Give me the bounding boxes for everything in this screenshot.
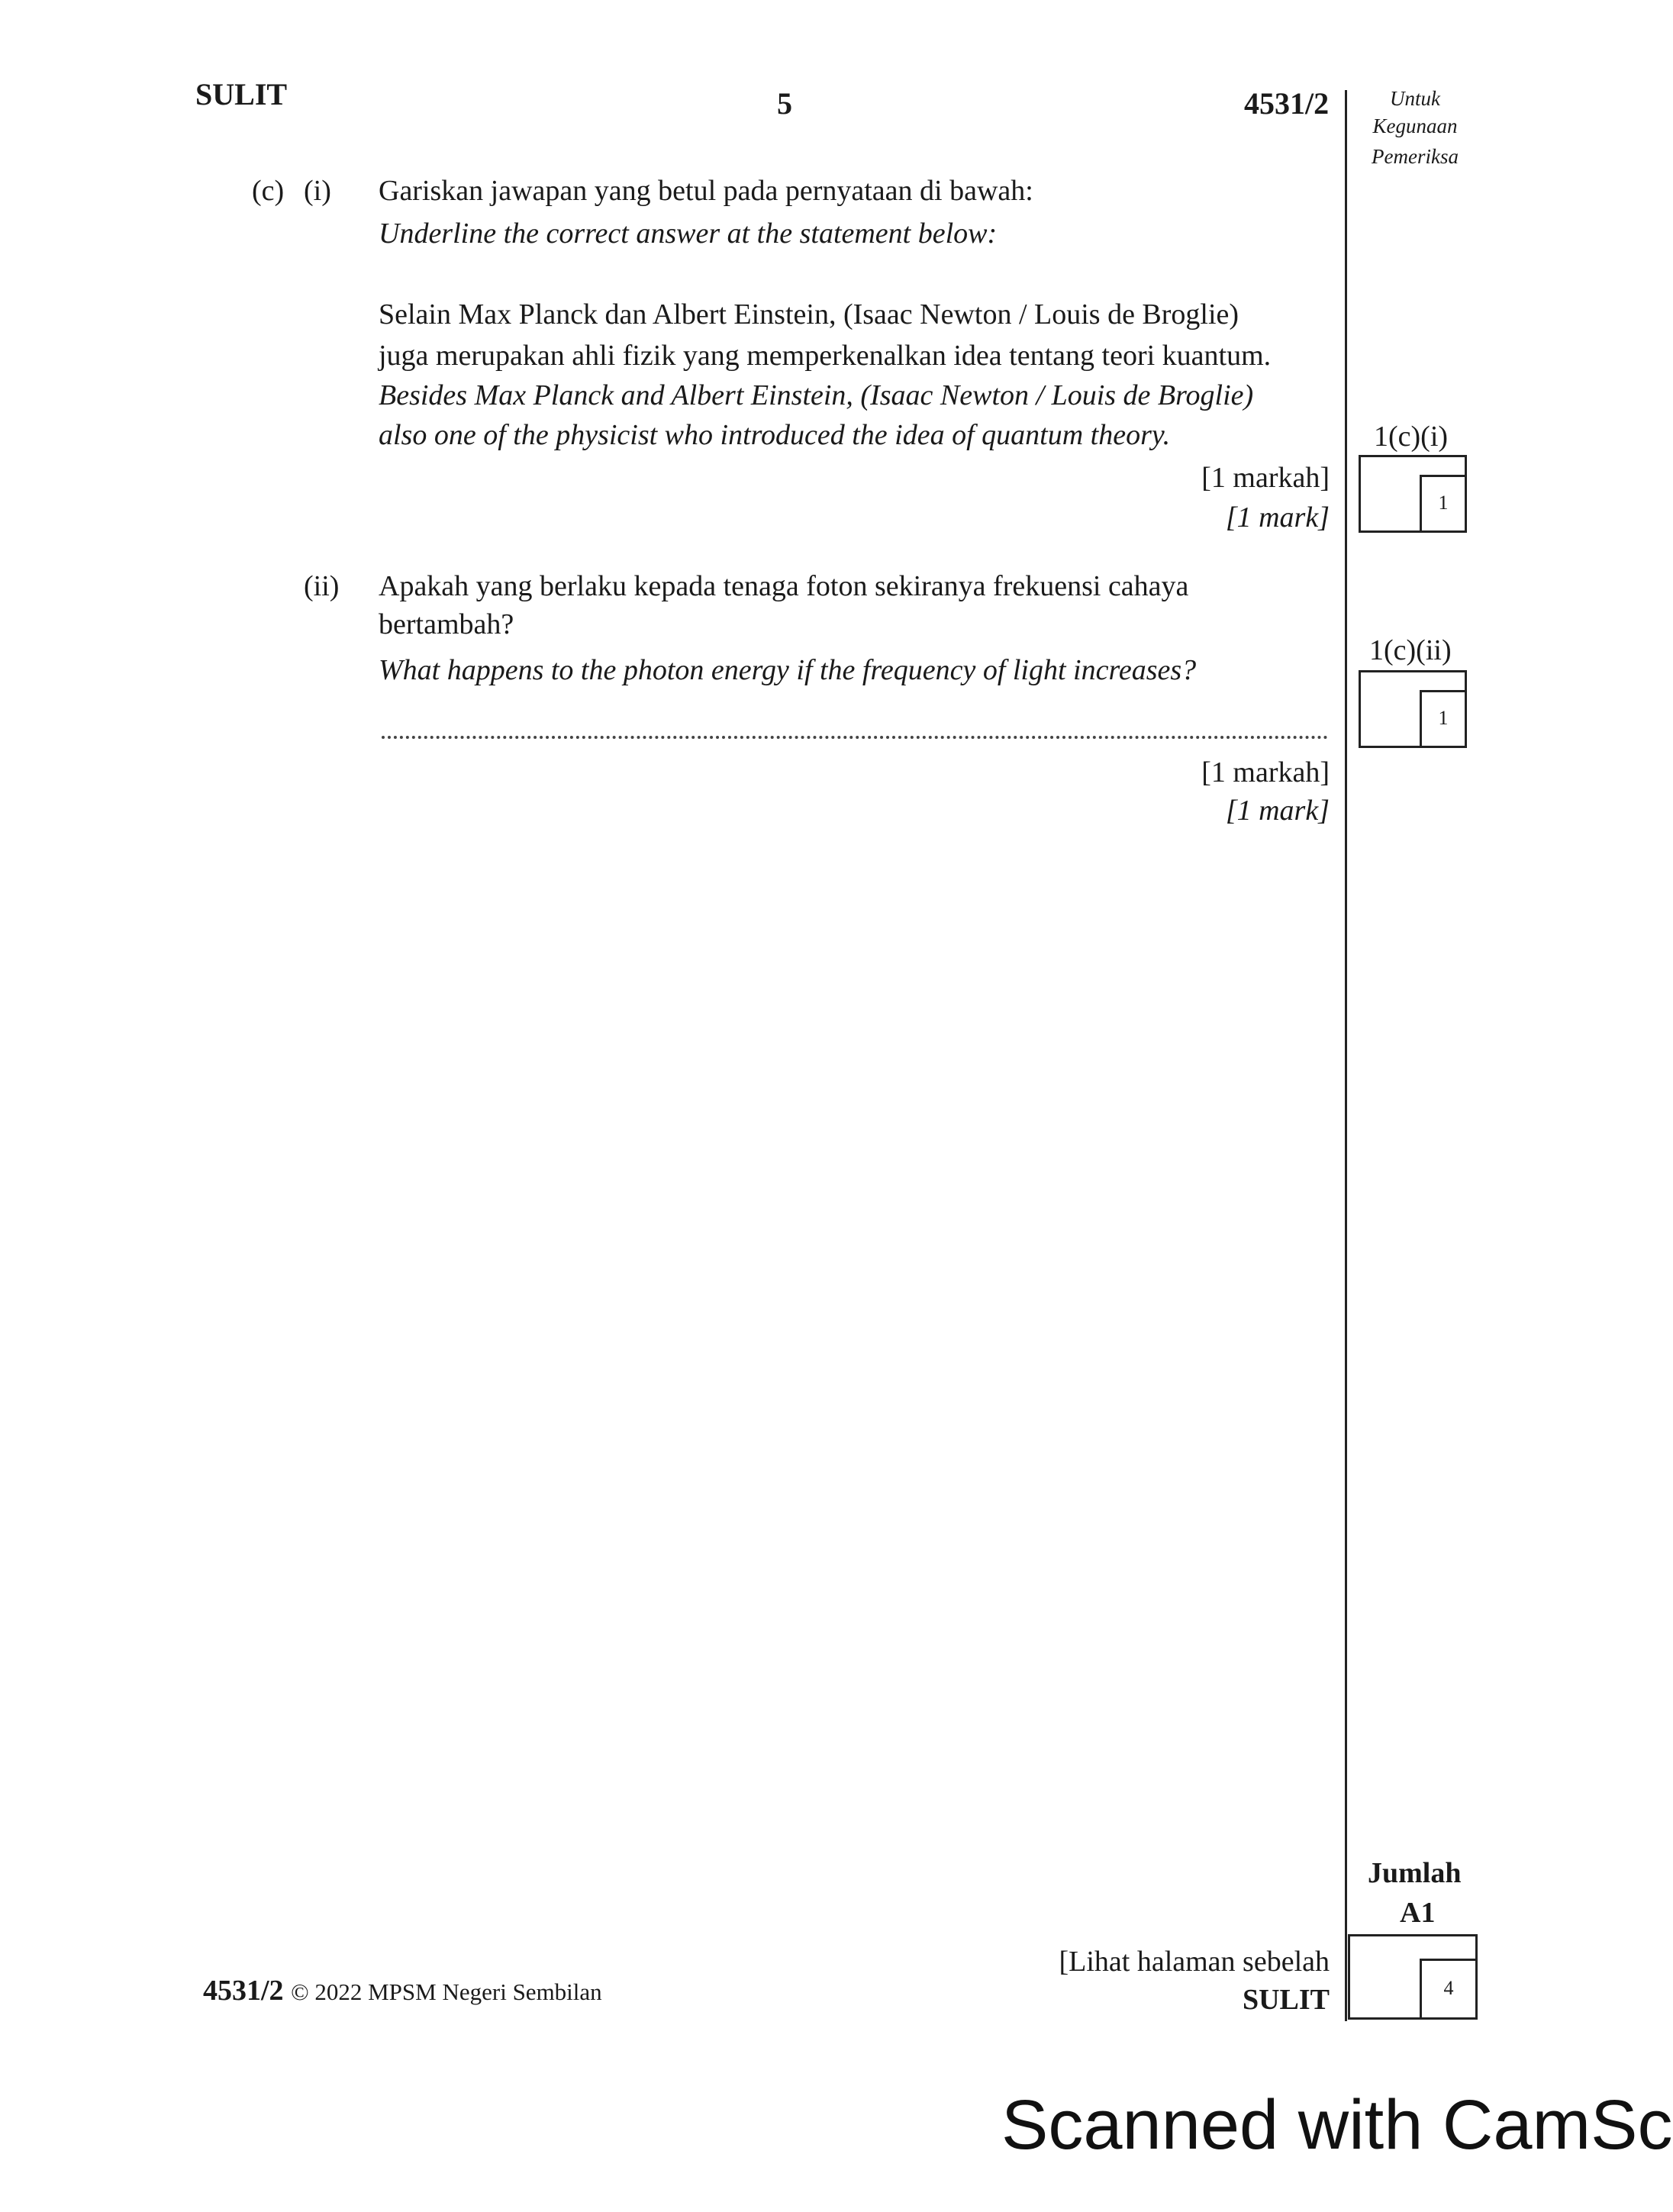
instruction-ms: Gariskan jawapan yang betul pada pernyataan di bawah: bbox=[379, 175, 1033, 207]
marks-ms-c-i: [1 markah] bbox=[1201, 462, 1330, 494]
footer-copyright-line bbox=[203, 1974, 602, 2007]
question-ms-line-2: bertambah? bbox=[379, 608, 514, 640]
scanner-watermark: Scanned with CamSc bbox=[1001, 2086, 1673, 2164]
question-c-i-label: (i) bbox=[304, 175, 331, 207]
statement-ms-line-1: Selain Max Planck dan Albert Einstein, (Isaac Newton / Louis de Broglie) bbox=[379, 298, 1239, 331]
total-section-label: A1 bbox=[1400, 1897, 1436, 1929]
header-sulit: SULIT bbox=[195, 77, 288, 111]
answer-line[interactable] bbox=[382, 736, 1328, 739]
page-number: 5 bbox=[777, 86, 792, 121]
footer-code: 4531/2 bbox=[203, 1975, 284, 2007]
header-code: 4531/2 bbox=[1244, 86, 1330, 121]
question-ms-line-1: Apakah yang berlaku kepada tenaga foton sekiranya frekuensi cahaya bbox=[379, 570, 1189, 602]
footer-copyright: © 2022 MPSM Negeri Sembilan bbox=[291, 1978, 602, 2005]
score-box-max-c-ii: 1 bbox=[1420, 690, 1467, 748]
marks-en-c-i: [1 mark] bbox=[1225, 501, 1330, 534]
examiner-use-title-1: Untuk bbox=[1390, 87, 1440, 110]
statement-en-line-2: also one of the physicist who introduced the idea of quantum theory. bbox=[379, 419, 1171, 451]
marks-en-c-ii: [1 mark] bbox=[1225, 795, 1330, 827]
question-part-label: (c) bbox=[252, 175, 285, 207]
statement-en-line-1: Besides Max Planck and Albert Einstein, (Isaac Newton / Louis de Broglie) bbox=[379, 379, 1254, 411]
score-box-label-c-i: 1(c)(i) bbox=[1374, 421, 1449, 453]
statement-ms-line-2: juga merupakan ahli fizik yang memperkenalkan idea tentang teori kuantum. bbox=[379, 340, 1272, 372]
instruction-en: Underline the correct answer at the statement below: bbox=[379, 218, 998, 250]
footer-sulit: SULIT bbox=[1242, 1984, 1330, 2016]
question-c-ii-label: (ii) bbox=[304, 570, 340, 602]
total-score-max: 4 bbox=[1420, 1959, 1478, 2020]
score-box-max-c-i: 1 bbox=[1420, 475, 1467, 533]
marks-ms-c-ii: [1 markah] bbox=[1201, 756, 1330, 788]
next-page-note: [Lihat halaman sebelah bbox=[1059, 1946, 1330, 1978]
examiner-margin-rule bbox=[1345, 90, 1347, 2021]
question-en: What happens to the photon energy if the frequency of light increases? bbox=[379, 654, 1197, 686]
examiner-use-title-3: Pemeriksa bbox=[1372, 145, 1459, 168]
score-box-label-c-ii: 1(c)(ii) bbox=[1369, 634, 1452, 666]
examiner-use-title-2: Kegunaan bbox=[1372, 114, 1458, 137]
total-label: Jumlah bbox=[1368, 1857, 1462, 1889]
